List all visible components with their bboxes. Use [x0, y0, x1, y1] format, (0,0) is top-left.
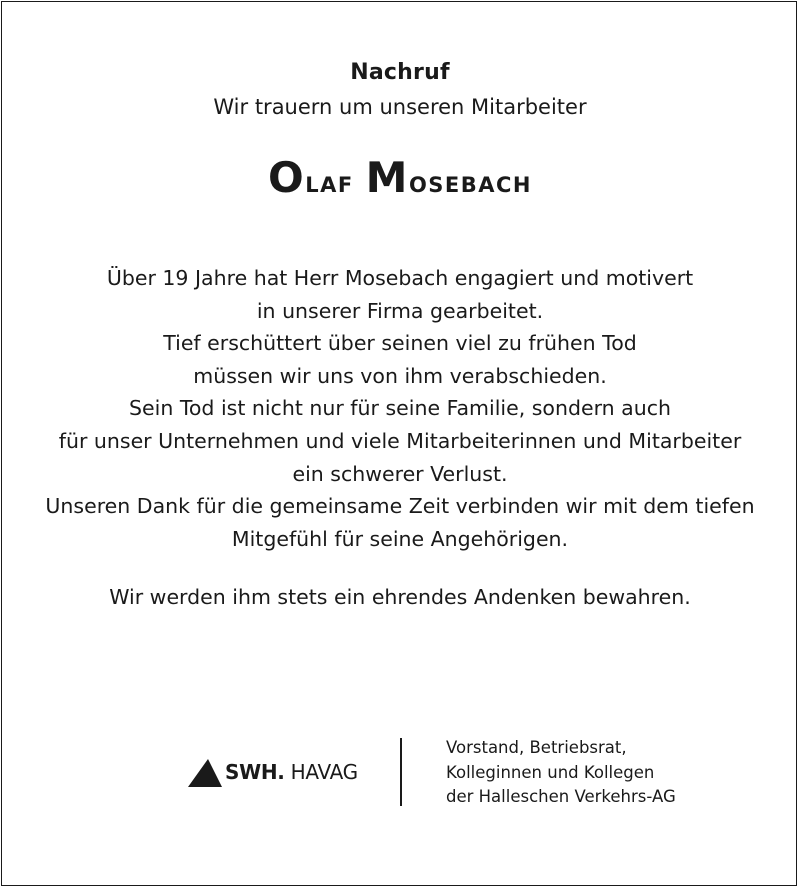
signature-line: Vorstand, Betriebsrat,	[446, 738, 627, 757]
signature-line: der Halleschen Verkehrs-AG	[446, 787, 676, 806]
triangle-mountain-icon	[188, 757, 222, 787]
signature-block	[446, 736, 676, 810]
body-line: in unserer Firma gearbeitet.	[256, 298, 544, 323]
body-line: Unseren Dank für die gemeinsame Zeit verbinden wir mit dem tiefen	[45, 494, 755, 519]
last-name-rest: osebach	[408, 165, 533, 200]
first-name-rest: laf	[305, 165, 354, 200]
vertical-divider	[400, 738, 402, 806]
logo-text	[225, 760, 358, 784]
body-line: ein schwerer Verlust.	[292, 461, 508, 486]
body-line: für unser Unternehmen und viele Mitarbeiterinnen und Mitarbeiter	[58, 428, 742, 453]
company-logo	[188, 754, 358, 790]
signature-line: Kolleginnen und Kollegen	[446, 762, 655, 782]
body-line: müssen wir uns von ihm verabschieden.	[193, 363, 607, 388]
obituary-body	[0, 262, 800, 555]
obituary-subheading: Wir trauern um unseren Mitarbeiter	[213, 95, 587, 119]
body-line: Über 19 Jahre hat Herr Mosebach engagiert und motivert	[106, 266, 694, 290]
last-name-initial: M	[365, 153, 409, 202]
deceased-name	[0, 153, 800, 202]
first-name-initial: O	[267, 153, 306, 202]
logo-brand-bold: SWH.	[225, 760, 285, 784]
obituary-heading: Nachruf	[350, 60, 450, 85]
body-line: Sein Tod ist nicht nur für seine Familie, sondern auch	[129, 396, 671, 421]
closing-sentence: Wir werden ihm stets ein ehrendes Andenken bewahren.	[109, 585, 691, 609]
body-line: Tief erschüttert über seinen viel zu frühen Tod	[163, 331, 637, 356]
logo-brand-rest: HAVAG	[284, 760, 358, 784]
body-line: Mitgefühl für seine Angehörigen.	[231, 526, 569, 551]
